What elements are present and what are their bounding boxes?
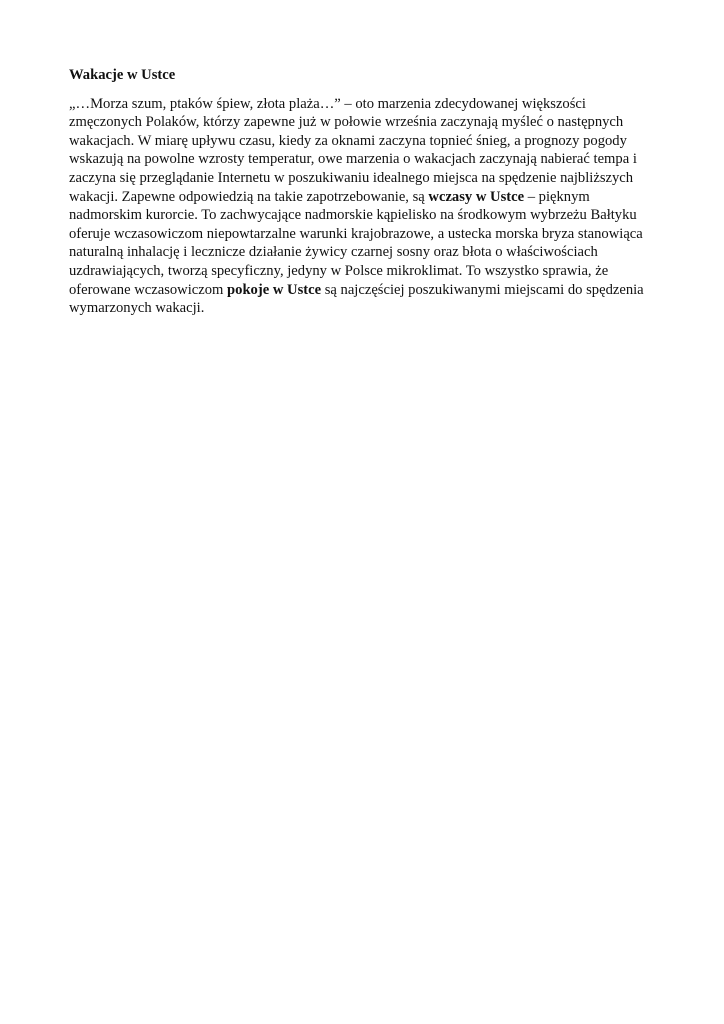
- document-paragraph: [69, 95, 659, 318]
- document-title: Wakacje w Ustce: [69, 67, 176, 83]
- paragraph-text-3: są najczęściej poszukiwanymi miejscami do spędzenia wymarzonych wakacji.: [69, 281, 644, 317]
- bold-phrase-wczasy: wczasy w Ustce: [428, 188, 525, 205]
- document-content: [69, 66, 659, 318]
- paragraph-text-1: „…Morza szum, ptaków śpiew, złota plaża…” – oto marzenia zdecydowanej większości zmęczonych Polaków, którzy zapewne już w połowie września zaczynają myśleć o następnych wakacjach. W miarę upływu czasu, kiedy za oknami zaczyna topnieć śnieg, a prognozy pogody wskazują na powolne wzrosty temperatur, owe marzenia o wakacjach zaczynają nabierać tempa i zaczyna się przeglądanie Internetu w poszukiwaniu idealnego miejsca na spędzenie najbliższych wakacji. Zapewne odpowiedzią na takie zapotrzebowanie, są: [69, 95, 637, 205]
- paragraph-text-2: – pięknym nadmorskim kurorcie. To zachwycające nadmorskie kąpielisko na środkowym wybrzeżu Bałtyku oferuje wczasowiczom niepowtarzalne warunki krajobrazowe, a ustecka morska bryza stanowiąca naturalną inhalację i lecznicze działanie żywicy czarnej sosny oraz błota o właściwościach uzdrawiających, tworzą specyficzny, jedyny w Polsce mikroklimat. To wszystko sprawia, że oferowane wczasowiczom: [69, 188, 643, 298]
- bold-phrase-pokoje: pokoje w Ustce: [227, 281, 322, 298]
